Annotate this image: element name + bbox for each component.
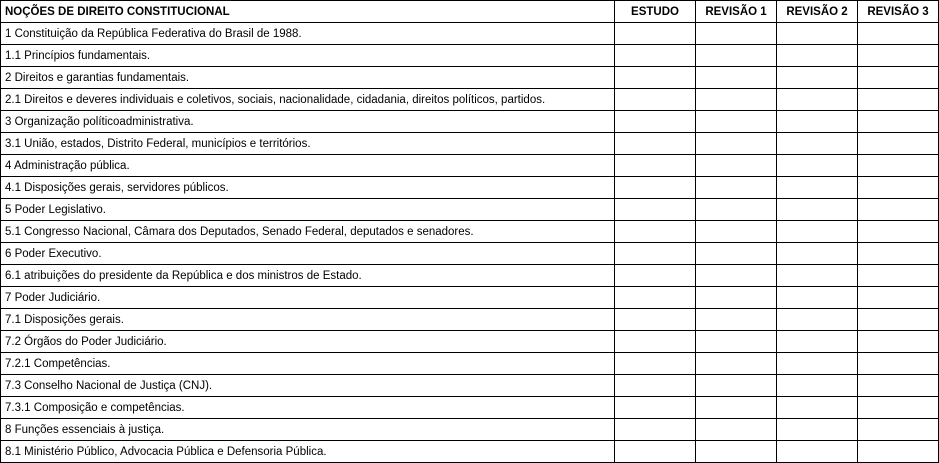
topic-cell: 4.1 Disposições gerais, servidores públicos. xyxy=(1,177,615,199)
revisao-1-cell[interactable] xyxy=(696,375,777,397)
estudo-cell[interactable] xyxy=(615,23,696,45)
revisao-3-cell[interactable] xyxy=(858,23,939,45)
revisao-2-cell[interactable] xyxy=(777,23,858,45)
header-row xyxy=(1,1,939,23)
revisao-1-cell[interactable] xyxy=(696,155,777,177)
estudo-cell[interactable] xyxy=(615,419,696,441)
revisao-3-cell[interactable] xyxy=(858,375,939,397)
revisao-2-cell[interactable] xyxy=(777,441,858,463)
estudo-cell[interactable] xyxy=(615,265,696,287)
topic-cell: 7.3 Conselho Nacional de Justiça (CNJ). xyxy=(1,375,615,397)
topic-cell: 8.1 Ministério Público, Advocacia Pública e Defensoria Pública. xyxy=(1,441,615,463)
topic-cell: 2 Direitos e garantias fundamentais. xyxy=(1,67,615,89)
revisao-3-cell[interactable] xyxy=(858,199,939,221)
revisao-1-cell[interactable] xyxy=(696,67,777,89)
revisao-1-cell[interactable] xyxy=(696,111,777,133)
estudo-cell[interactable] xyxy=(615,67,696,89)
revisao-3-cell[interactable] xyxy=(858,133,939,155)
topic-cell: 5.1 Congresso Nacional, Câmara dos Deputados, Senado Federal, deputados e senadores. xyxy=(1,221,615,243)
revisao-2-cell[interactable] xyxy=(777,67,858,89)
topic-cell: 1 Constituição da República Federativa do Brasil de 1988. xyxy=(1,23,615,45)
revisao-1-cell[interactable] xyxy=(696,199,777,221)
revisao-3-column-header: REVISÃO 3 xyxy=(858,1,939,23)
estudo-cell[interactable] xyxy=(615,133,696,155)
revisao-3-cell[interactable] xyxy=(858,331,939,353)
revisao-1-cell[interactable] xyxy=(696,441,777,463)
revisao-3-cell[interactable] xyxy=(858,67,939,89)
table-row xyxy=(1,45,939,67)
revisao-3-cell[interactable] xyxy=(858,265,939,287)
revisao-2-cell[interactable] xyxy=(777,199,858,221)
revisao-3-cell[interactable] xyxy=(858,177,939,199)
table-row xyxy=(1,243,939,265)
table-row xyxy=(1,353,939,375)
table-row xyxy=(1,133,939,155)
topic-cell: 7.1 Disposições gerais. xyxy=(1,309,615,331)
table-row xyxy=(1,331,939,353)
revisao-1-cell[interactable] xyxy=(696,243,777,265)
revisao-2-cell[interactable] xyxy=(777,331,858,353)
revisao-3-cell[interactable] xyxy=(858,287,939,309)
revisao-2-cell[interactable] xyxy=(777,133,858,155)
estudo-cell[interactable] xyxy=(615,111,696,133)
revisao-1-cell[interactable] xyxy=(696,353,777,375)
revisao-3-cell[interactable] xyxy=(858,89,939,111)
estudo-cell[interactable] xyxy=(615,309,696,331)
revisao-1-cell[interactable] xyxy=(696,23,777,45)
topic-column-header: NOÇÕES DE DIREITO CONSTITUCIONAL xyxy=(1,1,615,23)
estudo-cell[interactable] xyxy=(615,45,696,67)
estudo-cell[interactable] xyxy=(615,397,696,419)
estudo-cell[interactable] xyxy=(615,331,696,353)
table-row xyxy=(1,23,939,45)
revisao-3-cell[interactable] xyxy=(858,309,939,331)
revisao-3-cell[interactable] xyxy=(858,397,939,419)
revisao-1-cell[interactable] xyxy=(696,309,777,331)
revisao-2-cell[interactable] xyxy=(777,243,858,265)
topic-cell: 6.1 atribuições do presidente da República e dos ministros de Estado. xyxy=(1,265,615,287)
revisao-2-cell[interactable] xyxy=(777,155,858,177)
revisao-1-cell[interactable] xyxy=(696,265,777,287)
topic-cell: 7.2.1 Competências. xyxy=(1,353,615,375)
table-row xyxy=(1,67,939,89)
revisao-3-cell[interactable] xyxy=(858,353,939,375)
table-row xyxy=(1,89,939,111)
estudo-column-header: ESTUDO xyxy=(615,1,696,23)
topic-cell: 2.1 Direitos e deveres individuais e coletivos, sociais, nacionalidade, cidadania, direitos políticos, partidos. xyxy=(1,89,615,111)
topic-cell: 7.2 Órgãos do Poder Judiciário. xyxy=(1,331,615,353)
estudo-cell[interactable] xyxy=(615,89,696,111)
revisao-3-cell[interactable] xyxy=(858,243,939,265)
topic-cell: 7.3.1 Composição e competências. xyxy=(1,397,615,419)
revisao-2-cell[interactable] xyxy=(777,111,858,133)
revisao-3-cell[interactable] xyxy=(858,419,939,441)
revisao-2-cell[interactable] xyxy=(777,375,858,397)
topic-cell: 7 Poder Judiciário. xyxy=(1,287,615,309)
table-row xyxy=(1,441,939,463)
revisao-2-cell[interactable] xyxy=(777,353,858,375)
revisao-1-cell[interactable] xyxy=(696,397,777,419)
revisao-1-cell[interactable] xyxy=(696,89,777,111)
estudo-cell[interactable] xyxy=(615,287,696,309)
topic-cell: 1.1 Princípios fundamentais. xyxy=(1,45,615,67)
revisao-3-cell[interactable] xyxy=(858,221,939,243)
revisao-3-cell[interactable] xyxy=(858,155,939,177)
revisao-1-cell[interactable] xyxy=(696,287,777,309)
revisao-2-cell[interactable] xyxy=(777,177,858,199)
revisao-2-cell[interactable] xyxy=(777,419,858,441)
revisao-2-cell[interactable] xyxy=(777,287,858,309)
revisao-3-cell[interactable] xyxy=(858,111,939,133)
table-row xyxy=(1,111,939,133)
revisao-2-cell[interactable] xyxy=(777,265,858,287)
revisao-1-cell[interactable] xyxy=(696,133,777,155)
estudo-cell[interactable] xyxy=(615,221,696,243)
revisao-2-cell[interactable] xyxy=(777,221,858,243)
topic-cell: 6 Poder Executivo. xyxy=(1,243,615,265)
topic-cell: 8 Funções essenciais à justiça. xyxy=(1,419,615,441)
revisao-1-cell[interactable] xyxy=(696,45,777,67)
table-row xyxy=(1,375,939,397)
table-row xyxy=(1,309,939,331)
topic-cell: 4 Administração pública. xyxy=(1,155,615,177)
table-row xyxy=(1,265,939,287)
table-body xyxy=(1,23,939,463)
table-row xyxy=(1,287,939,309)
estudo-cell[interactable] xyxy=(615,375,696,397)
revisao-1-cell[interactable] xyxy=(696,177,777,199)
estudo-cell[interactable] xyxy=(615,177,696,199)
revisao-1-cell[interactable] xyxy=(696,331,777,353)
estudo-cell[interactable] xyxy=(615,353,696,375)
revisao-2-cell[interactable] xyxy=(777,45,858,67)
revisao-2-column-header: REVISÃO 2 xyxy=(777,1,858,23)
estudo-cell[interactable] xyxy=(615,155,696,177)
table-row xyxy=(1,419,939,441)
table-row xyxy=(1,177,939,199)
revisao-2-cell[interactable] xyxy=(777,89,858,111)
revisao-1-cell[interactable] xyxy=(696,221,777,243)
estudo-cell[interactable] xyxy=(615,243,696,265)
revisao-3-cell[interactable] xyxy=(858,45,939,67)
topic-cell: 3.1 União, estados, Distrito Federal, municípios e territórios. xyxy=(1,133,615,155)
revisao-1-column-header: REVISÃO 1 xyxy=(696,1,777,23)
revisao-2-cell[interactable] xyxy=(777,309,858,331)
revisao-2-cell[interactable] xyxy=(777,397,858,419)
table-row xyxy=(1,221,939,243)
topic-cell: 5 Poder Legislativo. xyxy=(1,199,615,221)
table-row xyxy=(1,155,939,177)
table-row xyxy=(1,199,939,221)
estudo-cell[interactable] xyxy=(615,199,696,221)
table-row xyxy=(1,397,939,419)
revisao-3-cell[interactable] xyxy=(858,441,939,463)
topic-cell: 3 Organização políticoadministrativa. xyxy=(1,111,615,133)
revisao-1-cell[interactable] xyxy=(696,419,777,441)
estudo-cell[interactable] xyxy=(615,441,696,463)
